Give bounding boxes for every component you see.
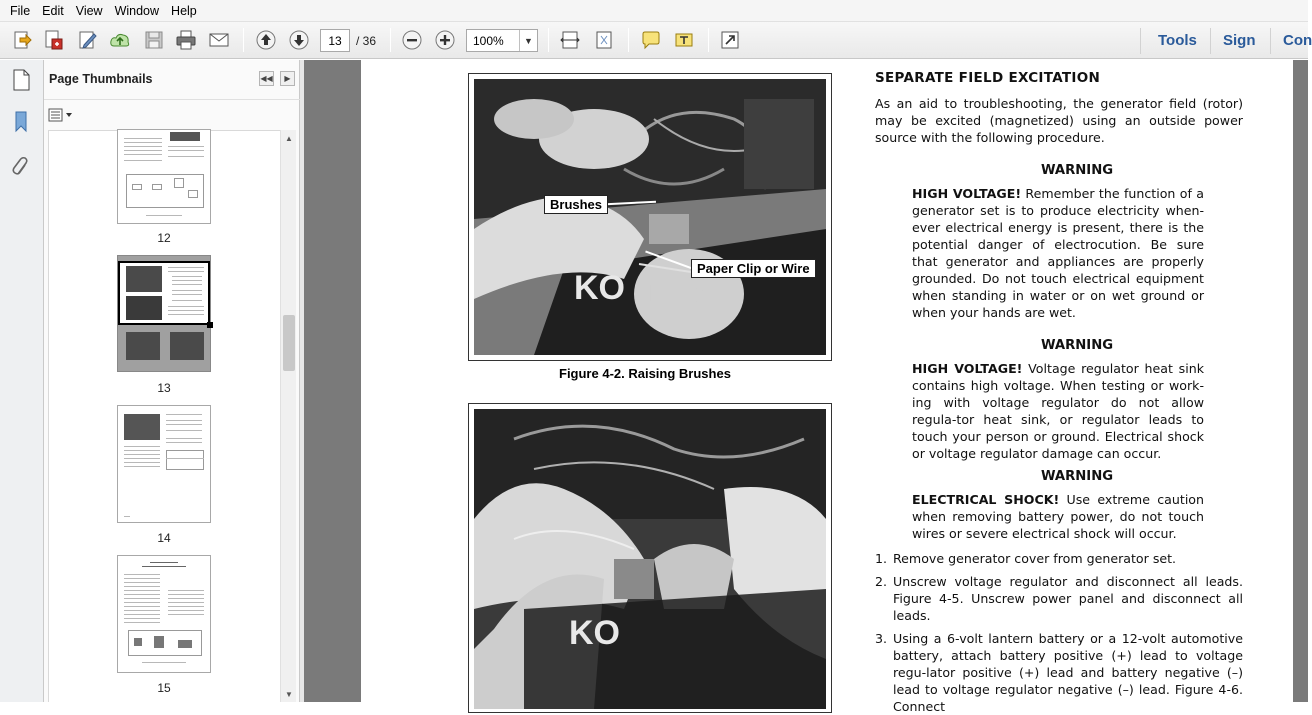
thumbnail-options-button[interactable] — [48, 105, 78, 125]
highlight-icon[interactable] — [670, 27, 698, 53]
warning-text — [912, 185, 1204, 321]
photo-brand-text: KO — [574, 269, 625, 307]
step-number: 3. — [875, 631, 888, 646]
thumbnail-label: 14 — [157, 531, 171, 545]
sign-link[interactable]: Sign — [1223, 32, 1256, 49]
save-icon[interactable] — [140, 27, 168, 53]
next-page-icon[interactable] — [285, 27, 313, 53]
zoom-value: 100% — [473, 34, 504, 48]
email-icon[interactable] — [205, 27, 233, 53]
menu-bar — [0, 0, 1308, 22]
photo-testing-regulator — [474, 409, 826, 709]
step-text: Using a 6-volt lantern battery or a 12-volt automotive battery, attach battery positive (+) lead to voltage regu-lator positive (+) lead and battery negative (–) lead to voltage regulator negative (–) lead. Figure 4-6. Connect — [893, 631, 1243, 714]
scroll-up-icon[interactable]: ▲ — [285, 133, 293, 143]
comment-icon[interactable] — [637, 27, 665, 53]
menu-file[interactable]: File — [10, 3, 31, 18]
intro-paragraph: As an aid to troubleshooting, the generator field (rotor) may be excited (magnetized) using an outside power source with the following procedure. — [875, 96, 1243, 145]
thumbnail-list[interactable] — [48, 130, 280, 702]
menu-help[interactable]: Help — [171, 3, 197, 18]
figure-4-2 — [468, 73, 832, 361]
fit-width-icon[interactable] — [556, 27, 584, 53]
collapse-panel-icon[interactable]: ◀◀ — [259, 71, 274, 86]
warning-text — [912, 360, 1204, 462]
step-number: 2. — [875, 574, 888, 589]
figure-4-3 — [468, 403, 832, 713]
warning-title: WARNING — [1040, 469, 1114, 484]
warning-title: WARNING — [1040, 338, 1114, 353]
tools-link[interactable]: Tools — [1158, 32, 1197, 49]
previous-page-icon[interactable] — [252, 27, 280, 53]
zoom-in-icon[interactable] — [431, 27, 459, 53]
procedure-step — [875, 550, 1243, 567]
thumbnail-page-12[interactable] — [117, 129, 211, 224]
panel-arrow-icon[interactable]: ▶ — [280, 71, 295, 86]
scrollbar-thumb[interactable] — [283, 315, 295, 371]
fullscreen-icon[interactable] — [716, 27, 744, 53]
thumbnail-label: 12 — [157, 231, 171, 245]
toolbar — [0, 22, 1312, 59]
scroll-down-icon[interactable]: ▼ — [285, 689, 293, 699]
warning-lead: ELECTRICAL SHOCK! — [912, 492, 1060, 507]
photo-brand-text: KO — [569, 614, 620, 652]
warning-lead: HIGH VOLTAGE! — [912, 361, 1023, 376]
create-pdf-icon[interactable] — [8, 27, 36, 53]
thumbnail-scrollbar[interactable] — [280, 130, 296, 702]
warning-body: Remember the function of a generator set is to produce electricity when-ever electrical energy is present, there is the potential danger of electrocution. Be sure that generator and appliances are properly grounded. Do not touch electrical equipment when standing in water or on wet ground or when your hands are wet. — [912, 186, 1204, 320]
step-number: 1. — [875, 551, 888, 566]
menu-window[interactable]: Window — [114, 3, 160, 18]
panel-header — [44, 60, 300, 100]
navigation-rail — [0, 60, 44, 702]
figure-caption: Figure 4-2. Raising Brushes — [559, 366, 731, 381]
menu-edit[interactable]: Edit — [42, 3, 64, 18]
photo-raising-brushes — [474, 79, 826, 355]
fit-page-icon[interactable] — [590, 27, 618, 53]
photo-brand-text: LER — [644, 279, 704, 312]
edit-pdf-icon[interactable] — [74, 27, 102, 53]
print-icon[interactable] — [172, 27, 200, 53]
attachments-icon[interactable] — [7, 152, 35, 180]
section-heading: SEPARATE FIELD EXCITATION — [875, 70, 1101, 86]
page-total: / 36 — [356, 34, 377, 48]
document-view[interactable] — [304, 60, 1308, 714]
zoom-out-icon[interactable] — [398, 27, 426, 53]
zoom-select[interactable] — [466, 29, 538, 52]
warning-body: Voltage regulator heat sink contains high voltage. When testing or work-ing with voltage regulator do not allow regula-tor heat sink, or regulator leads to touch your person or ground. Electrical shock or voltage regulator damage can occur. — [912, 361, 1204, 461]
chevron-down-icon[interactable]: ▼ — [519, 30, 537, 51]
step-text: Unscrew voltage regulator and disconnect all leads. Figure 4-5. Unscrew power panel and disconnect all leads. — [893, 574, 1243, 623]
warning-lead: HIGH VOLTAGE! — [912, 186, 1022, 201]
comment-link[interactable]: Con — [1283, 32, 1312, 49]
page-thumbnails-icon[interactable] — [7, 66, 35, 94]
pdf-page — [361, 60, 1293, 714]
menu-view[interactable]: View — [75, 3, 103, 18]
upload-cloud-icon[interactable] — [106, 27, 134, 53]
warning-title: WARNING — [1040, 163, 1114, 178]
thumbnail-panel — [44, 60, 300, 702]
warning-body: Use extreme caution when removing battery power, do not touch wires or severe electrical shock will occur. — [912, 492, 1204, 541]
procedure-step — [875, 573, 1243, 624]
panel-title: Page Thumbnails — [49, 72, 153, 86]
combine-files-icon[interactable] — [40, 27, 68, 53]
thumbnail-page-13[interactable] — [117, 255, 211, 372]
callout-paper-clip: Paper Clip or Wire — [691, 259, 816, 278]
procedure-step — [875, 630, 1243, 715]
thumbnail-label: 15 — [157, 681, 171, 695]
text-column — [875, 70, 1243, 715]
callout-brushes: Brushes — [544, 195, 608, 214]
thumbnail-page-14[interactable] — [117, 405, 211, 523]
thumbnail-page-15[interactable] — [117, 555, 211, 673]
thumbnail-label: 13 — [157, 381, 171, 395]
step-text: Remove generator cover from generator set. — [893, 551, 1177, 566]
warning-text — [912, 491, 1204, 542]
bookmarks-icon[interactable] — [7, 108, 35, 136]
page-number-input[interactable] — [320, 29, 350, 52]
